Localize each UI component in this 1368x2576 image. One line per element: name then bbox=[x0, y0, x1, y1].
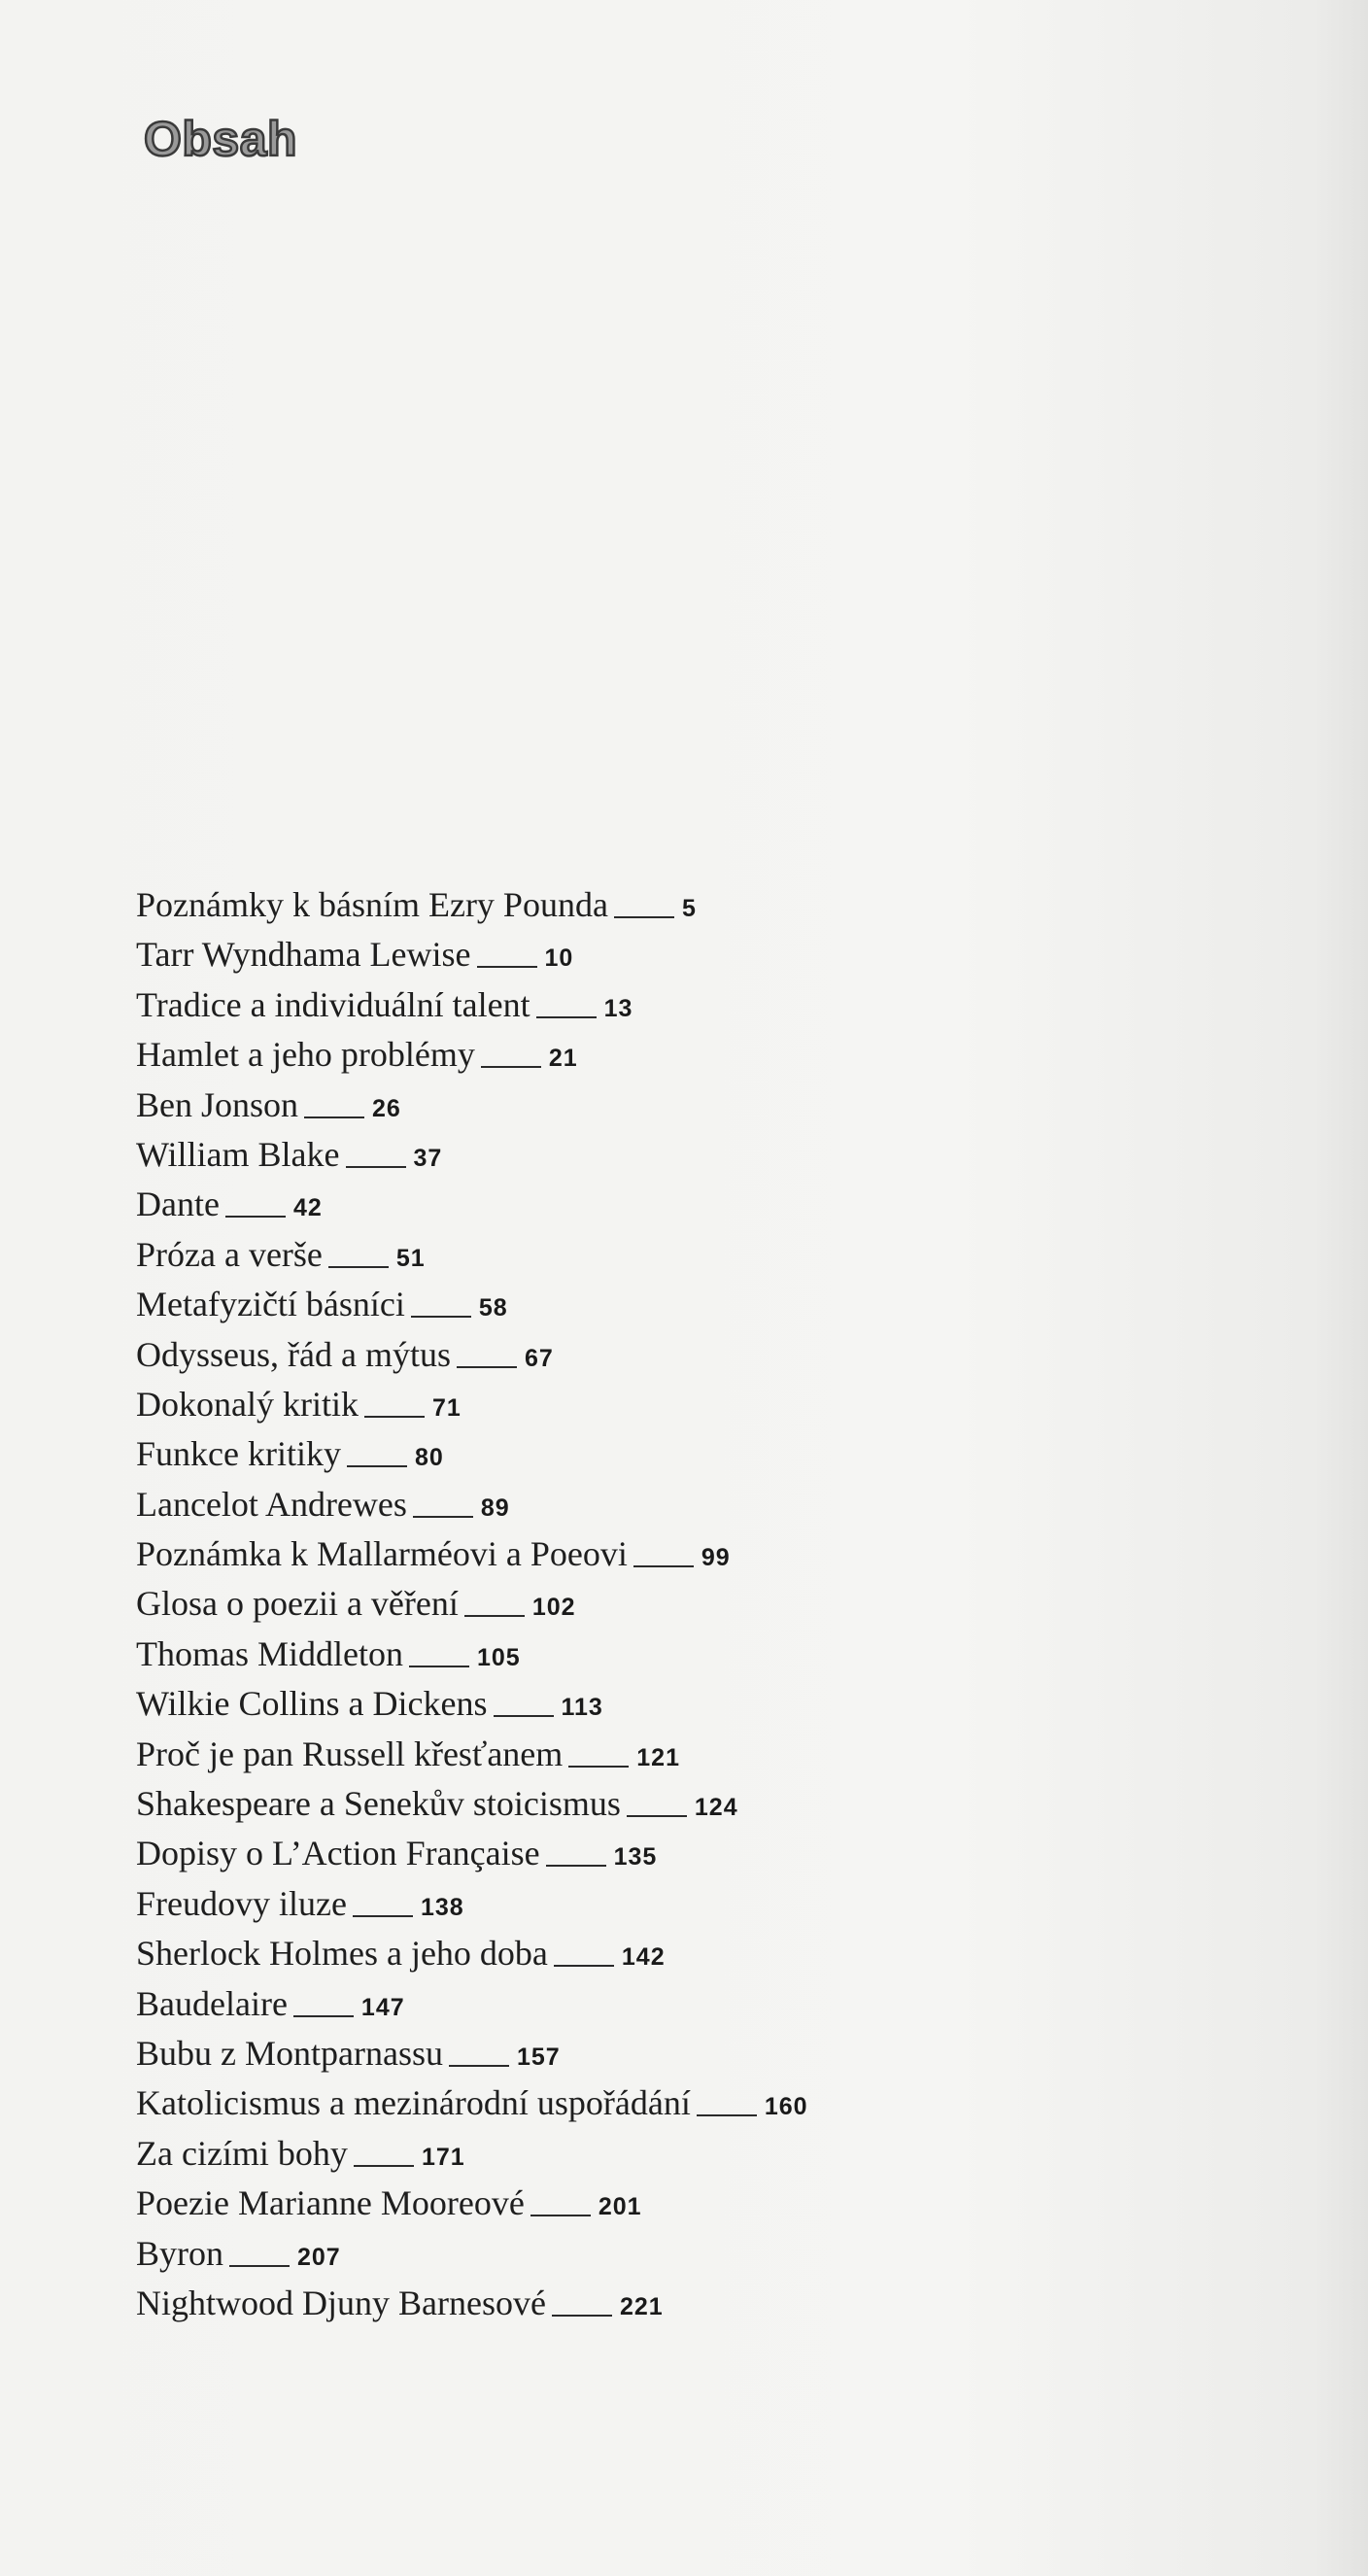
toc-entry bbox=[136, 1730, 808, 1779]
toc-leader-line bbox=[457, 1366, 517, 1368]
toc-entry-title: Proč je pan Russell křesťanem bbox=[136, 1734, 564, 1773]
toc-entry-title: Za cizími bohy bbox=[136, 2133, 348, 2173]
toc-entry-page-number: 21 bbox=[548, 1045, 578, 1073]
toc-entry bbox=[136, 1130, 808, 1180]
toc-entry-page-number: 201 bbox=[598, 2193, 642, 2221]
toc-entry-page-number: 51 bbox=[395, 1244, 426, 1272]
toc-entry-page-number: 71 bbox=[431, 1393, 462, 1422]
toc-entry bbox=[136, 1480, 808, 1529]
toc-entry-title: Baudelaire bbox=[136, 1983, 288, 2023]
toc-entry bbox=[136, 1829, 808, 1878]
toc-entry-title: Próza a verše bbox=[136, 1234, 323, 1274]
toc-leader-line bbox=[546, 1865, 606, 1867]
toc-leader-line bbox=[568, 1766, 629, 1768]
toc-entry-title: Shakespeare a Senekův stoicismus bbox=[136, 1784, 621, 1824]
toc-entry-page-number: 147 bbox=[360, 1993, 405, 2021]
toc-entry-title: William Blake bbox=[136, 1134, 340, 1174]
toc-leader-line bbox=[614, 916, 674, 918]
toc-entry-page-number: 58 bbox=[478, 1294, 508, 1322]
toc-entry-page-number: 113 bbox=[561, 1694, 603, 1722]
toc-entry-title: Hamlet a jeho problémy bbox=[136, 1035, 475, 1075]
toc-entry-title: Poznámky k básním Ezry Pounda bbox=[136, 885, 608, 924]
toc-entry bbox=[136, 2279, 808, 2328]
toc-entry-title: Dante bbox=[136, 1185, 220, 1224]
toc-entry bbox=[136, 1429, 808, 1479]
toc-entry-page-number: 121 bbox=[636, 1743, 680, 1771]
toc-leader-line bbox=[347, 1465, 407, 1467]
toc-leader-line bbox=[464, 1615, 525, 1617]
toc-leader-line bbox=[346, 1166, 406, 1168]
toc-entry-page-number: 138 bbox=[420, 1893, 464, 1921]
toc-entry bbox=[136, 880, 808, 930]
toc-entry-title: Freudovy iluze bbox=[136, 1883, 347, 1923]
toc-entry-page-number: 10 bbox=[544, 945, 574, 973]
toc-entry-title: Glosa o poezii a věření bbox=[136, 1584, 459, 1624]
toc-entry-page-number: 67 bbox=[524, 1344, 554, 1372]
toc-leader-line bbox=[229, 2265, 290, 2267]
toc-entry-page-number: 13 bbox=[603, 994, 633, 1022]
toc-entry-title: Ben Jonson bbox=[136, 1084, 299, 1124]
toc-entry bbox=[136, 1929, 808, 1978]
toc-entry-title: Tradice a individuální talent bbox=[136, 984, 530, 1024]
toc-entry-title: Katolicismus a mezinárodní uspořádání bbox=[136, 2083, 691, 2123]
toc-entry bbox=[136, 930, 808, 979]
toc-entry bbox=[136, 1630, 808, 1679]
toc-entry-page-number: 42 bbox=[292, 1194, 323, 1222]
toc-leader-line bbox=[353, 1915, 413, 1917]
toc-entry-title: Metafyzičtí básníci bbox=[136, 1285, 405, 1324]
toc-entry-page-number: 89 bbox=[480, 1494, 510, 1522]
toc-entry-title: Funkce kritiky bbox=[136, 1434, 341, 1474]
toc-entry bbox=[136, 2129, 808, 2179]
toc-entry-title: Byron bbox=[136, 2233, 223, 2273]
toc-entry-title: Thomas Middleton bbox=[136, 1633, 403, 1673]
toc-entry bbox=[136, 1529, 808, 1579]
toc-leader-line bbox=[413, 1516, 473, 1518]
toc-leader-line bbox=[477, 966, 537, 968]
toc-leader-line bbox=[409, 1666, 469, 1667]
toc-leader-line bbox=[530, 2215, 591, 2216]
toc-leader-line bbox=[449, 2065, 509, 2067]
toc-entry-page-number: 142 bbox=[621, 1943, 666, 1972]
toc-entry bbox=[136, 2179, 808, 2228]
toc-entry bbox=[136, 980, 808, 1030]
toc-entry-page-number: 135 bbox=[613, 1843, 658, 1872]
toc-entry-page-number: 37 bbox=[413, 1144, 443, 1172]
toc-leader-line bbox=[536, 1016, 597, 1018]
toc-entry-title: Nightwood Djuny Barnesové bbox=[136, 2283, 546, 2322]
toc-entry-title: Odysseus, řád a mýtus bbox=[136, 1334, 451, 1374]
toc-entry-title: Dopisy o L’Action Française bbox=[136, 1834, 540, 1873]
page-title: Obsah bbox=[144, 112, 298, 166]
toc-entry-title: Poezie Marianne Mooreové bbox=[136, 2183, 525, 2223]
toc-leader-line bbox=[354, 2165, 414, 2167]
toc-entry bbox=[136, 1230, 808, 1280]
toc-leader-line bbox=[293, 2015, 354, 2017]
toc-leader-line bbox=[481, 1066, 541, 1068]
toc-entry-title: Wilkie Collins a Dickens bbox=[136, 1684, 488, 1724]
toc-leader-line bbox=[364, 1416, 425, 1418]
toc-entry-page-number: 171 bbox=[421, 2143, 465, 2171]
toc-leader-line bbox=[411, 1316, 471, 1318]
toc-entry bbox=[136, 1081, 808, 1130]
toc-entry bbox=[136, 1180, 808, 1229]
toc-entry bbox=[136, 1779, 808, 1829]
toc-entry-title: Bubu z Montparnassu bbox=[136, 2033, 443, 2073]
toc-entry bbox=[136, 1679, 808, 1729]
toc-leader-line bbox=[633, 1565, 694, 1567]
toc-entry-title: Dokonalý kritik bbox=[136, 1384, 359, 1424]
toc-entry-page-number: 5 bbox=[681, 895, 697, 922]
toc-leader-line bbox=[554, 1965, 614, 1967]
toc-entry-title: Sherlock Holmes a jeho doba bbox=[136, 1934, 548, 1974]
toc-entry bbox=[136, 1579, 808, 1629]
toc-entry-title: Poznámka k Mallarméovi a Poeovi bbox=[136, 1534, 628, 1574]
toc-leader-line bbox=[494, 1715, 554, 1717]
table-of-contents bbox=[136, 880, 808, 2328]
toc-entry-page-number: 105 bbox=[476, 1643, 521, 1671]
toc-entry-page-number: 207 bbox=[297, 2243, 341, 2271]
toc-entry-page-number: 157 bbox=[516, 2043, 561, 2071]
toc-entry-page-number: 80 bbox=[414, 1444, 444, 1472]
toc-entry-page-number: 99 bbox=[701, 1544, 731, 1572]
toc-entry bbox=[136, 2229, 808, 2279]
toc-entry bbox=[136, 1280, 808, 1329]
toc-entry bbox=[136, 2078, 808, 2128]
toc-leader-line bbox=[225, 1216, 286, 1218]
toc-leader-line bbox=[627, 1815, 687, 1817]
toc-entry-page-number: 160 bbox=[764, 2093, 808, 2121]
toc-entry-title: Tarr Wyndhama Lewise bbox=[136, 935, 471, 975]
toc-entry-page-number: 102 bbox=[531, 1594, 576, 1622]
toc-entry-page-number: 221 bbox=[619, 2292, 664, 2320]
toc-leader-line bbox=[328, 1266, 389, 1268]
toc-entry bbox=[136, 2029, 808, 2078]
toc-entry bbox=[136, 1380, 808, 1429]
toc-entry-title: Lancelot Andrewes bbox=[136, 1484, 407, 1524]
toc-entry bbox=[136, 1979, 808, 2029]
toc-entry bbox=[136, 1879, 808, 1929]
toc-leader-line bbox=[697, 2114, 757, 2116]
toc-entry-page-number: 26 bbox=[372, 1094, 401, 1122]
toc-leader-line bbox=[304, 1116, 364, 1118]
toc-entry-page-number: 124 bbox=[694, 1794, 738, 1822]
toc-entry bbox=[136, 1330, 808, 1380]
toc-leader-line bbox=[552, 2315, 612, 2317]
toc-entry bbox=[136, 1030, 808, 1080]
